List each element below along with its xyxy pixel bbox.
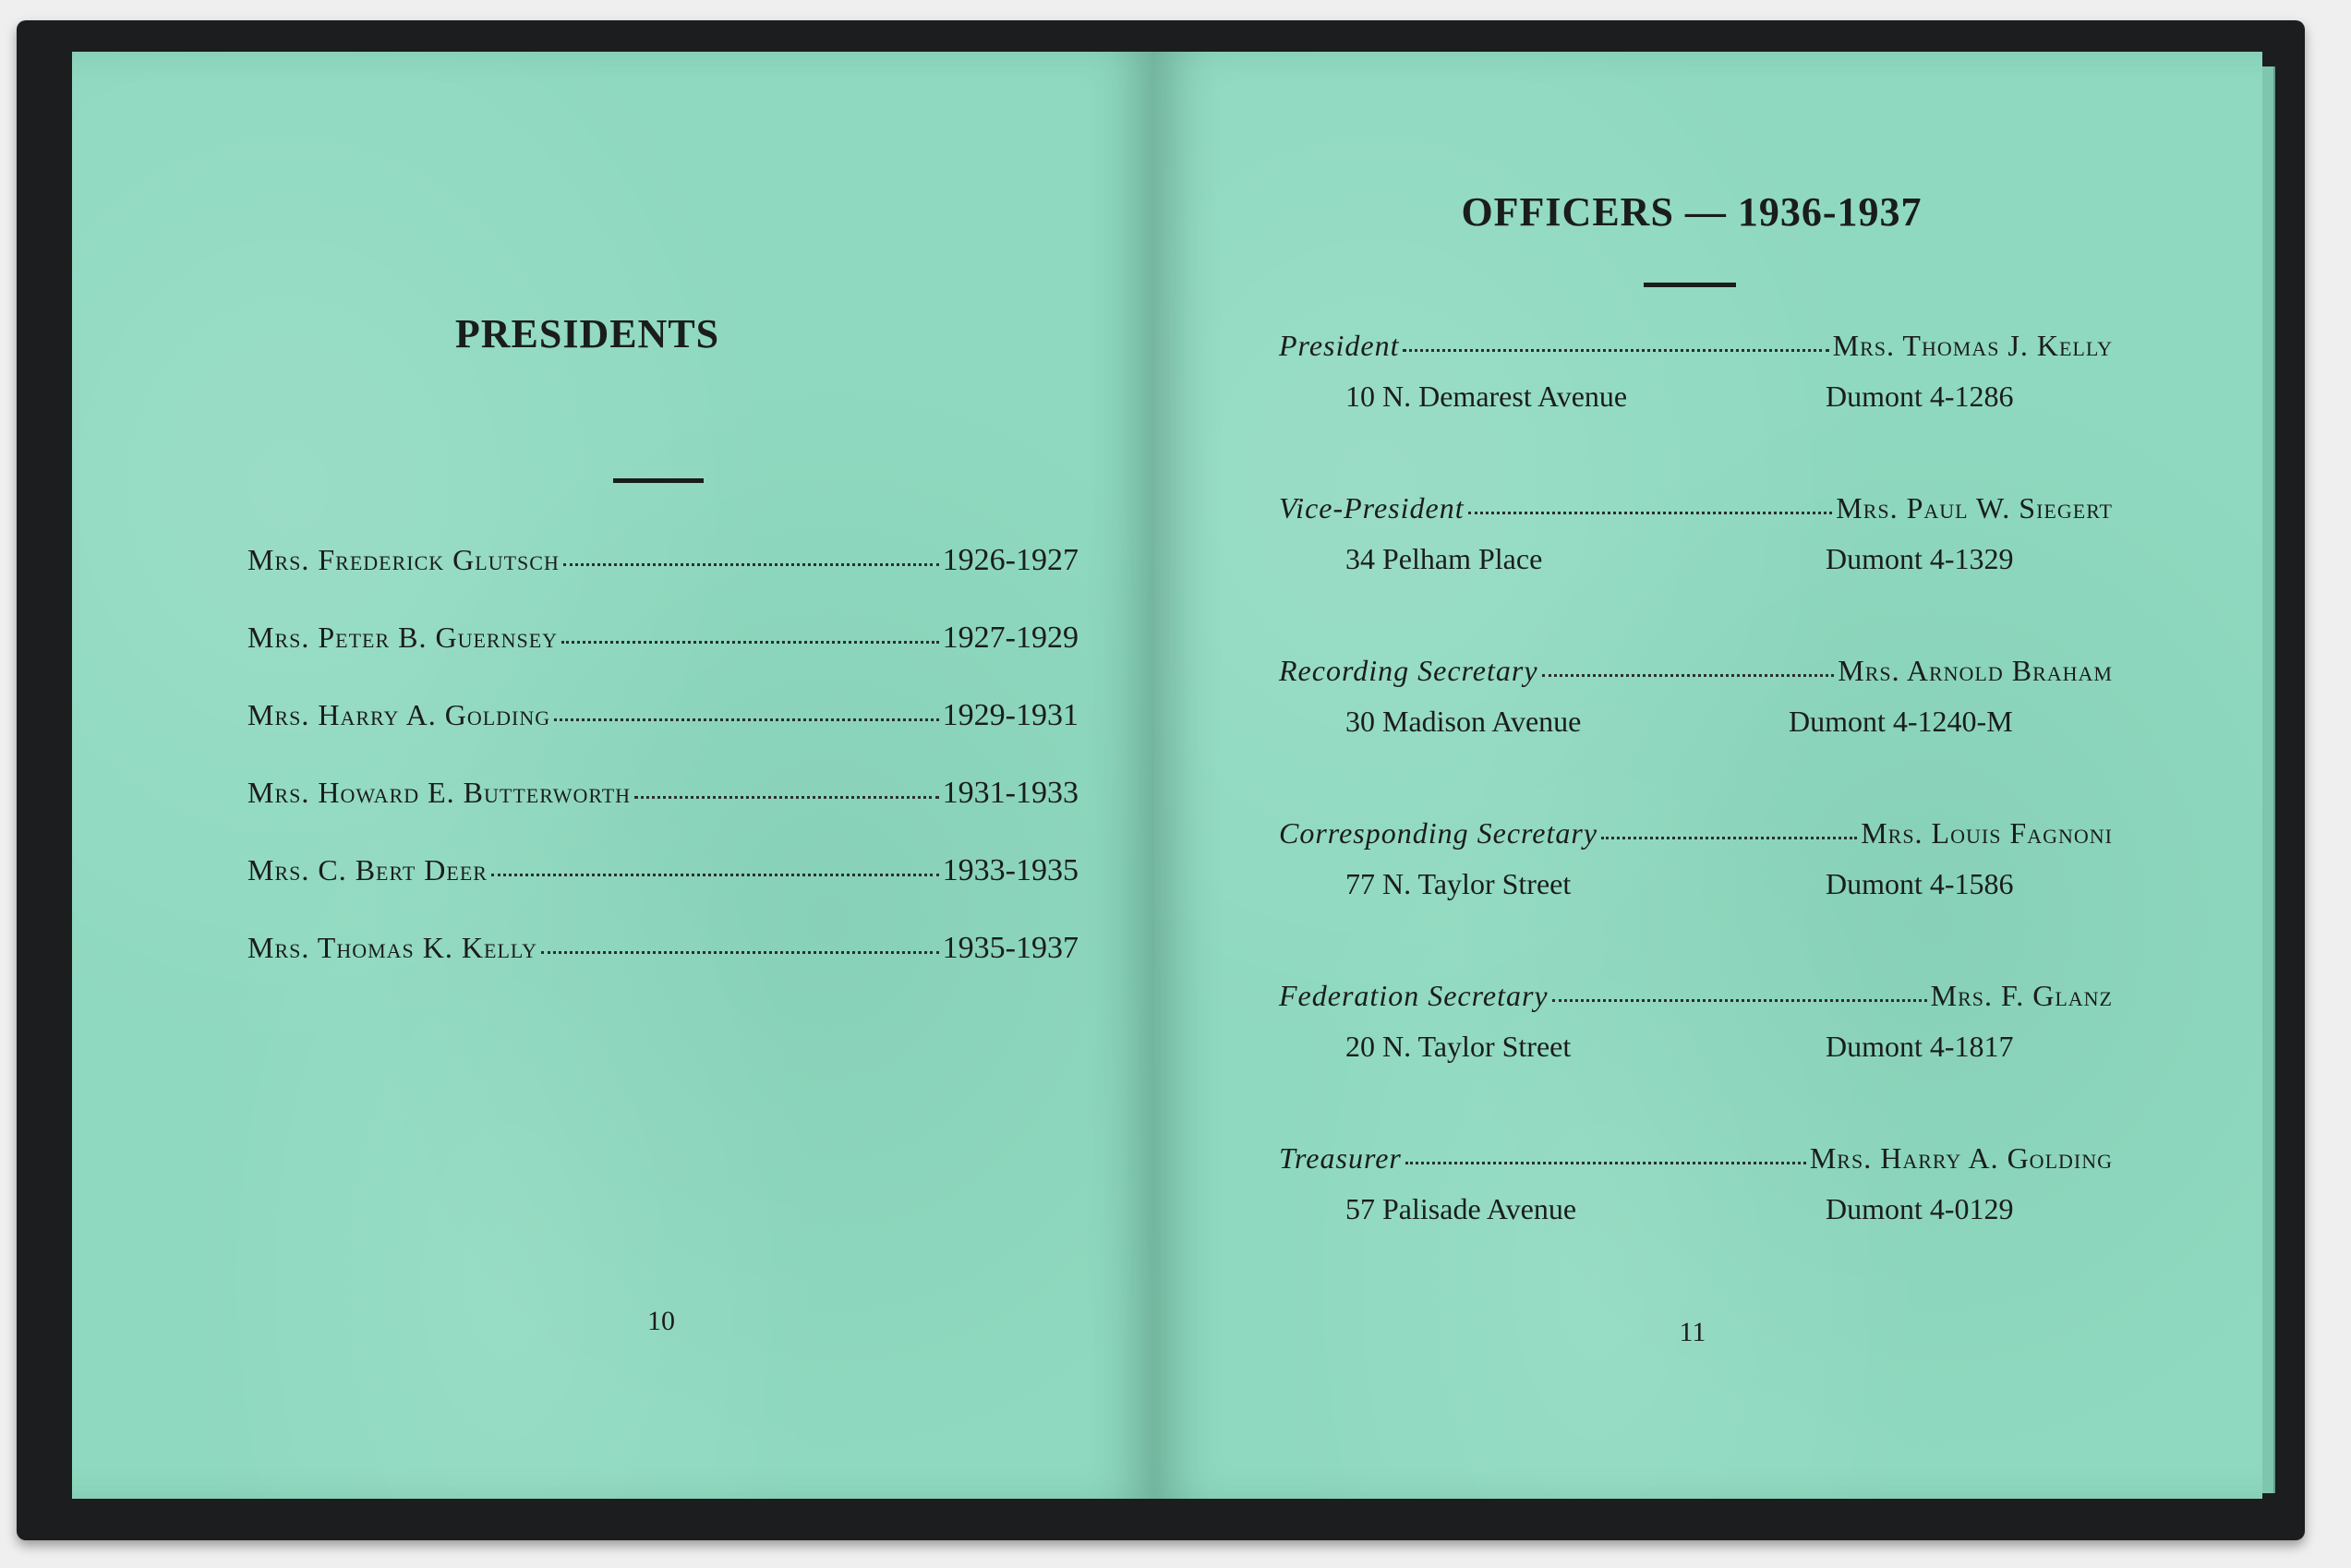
dot-leader bbox=[541, 951, 939, 954]
president-years: 1926-1927 bbox=[942, 543, 1079, 577]
officers-heading-rule bbox=[1644, 283, 1736, 287]
officer-phone: Dumont 4-0129 bbox=[1826, 1192, 2014, 1225]
officer-title: Federation Secretary bbox=[1279, 979, 1549, 1012]
officer-title: Vice-President bbox=[1279, 491, 1465, 525]
officer-entry-treasurer bbox=[1279, 1141, 2113, 1226]
officer-title: Treasurer bbox=[1279, 1141, 1402, 1175]
officer-phone: Dumont 4-1586 bbox=[1826, 867, 2014, 900]
right-page bbox=[1154, 52, 2262, 1499]
officer-phone: Dumont 4-1286 bbox=[1826, 380, 2014, 413]
president-name: Mrs. Howard E. Butterworth bbox=[247, 776, 632, 809]
president-name: Mrs. Thomas K. Kelly bbox=[247, 931, 538, 964]
page-number-right: 11 bbox=[1679, 1317, 1706, 1347]
officer-name: Mrs. F. Glanz bbox=[1930, 979, 2113, 1012]
officer-name: Mrs. Arnold Braham bbox=[1838, 654, 2113, 687]
dot-leader bbox=[554, 718, 939, 721]
officer-entry-recording-secretary bbox=[1279, 654, 2113, 739]
president-name: Mrs. C. Bert Deer bbox=[247, 853, 488, 887]
officer-title: President bbox=[1279, 329, 1400, 362]
officer-name: Mrs. Harry A. Golding bbox=[1809, 1141, 2113, 1175]
officer-address: 10 N. Demarest Avenue bbox=[1345, 380, 1628, 413]
officer-address: 77 N. Taylor Street bbox=[1345, 867, 1572, 900]
officer-entry-president bbox=[1279, 329, 2113, 414]
officer-entry-federation-secretary bbox=[1279, 979, 2113, 1064]
dot-leader bbox=[563, 563, 939, 566]
officer-phone: Dumont 4-1817 bbox=[1826, 1030, 2014, 1063]
officer-name: Mrs. Paul W. Siegert bbox=[1836, 491, 2113, 525]
officer-phone: Dumont 4-1329 bbox=[1826, 542, 2014, 575]
dot-leader bbox=[1542, 674, 1835, 677]
officer-name: Mrs. Thomas J. Kelly bbox=[1832, 329, 2113, 362]
officer-name: Mrs. Louis Fagnoni bbox=[1861, 816, 2113, 850]
president-row bbox=[247, 853, 1079, 931]
president-row bbox=[247, 698, 1079, 776]
page-edge bbox=[2262, 66, 2275, 1493]
president-row bbox=[247, 543, 1079, 621]
presidents-heading-rule bbox=[613, 478, 704, 483]
president-years: 1927-1929 bbox=[942, 621, 1079, 655]
officer-address: 34 Pelham Place bbox=[1345, 542, 1543, 575]
dot-leader bbox=[1552, 999, 1927, 1002]
president-row bbox=[247, 931, 1079, 1008]
dot-leader bbox=[1405, 1162, 1806, 1164]
president-name: Mrs. Harry A. Golding bbox=[247, 698, 551, 731]
president-years: 1931-1933 bbox=[942, 776, 1079, 810]
dot-leader bbox=[1468, 512, 1833, 514]
president-row bbox=[247, 776, 1079, 853]
page-number-left: 10 bbox=[647, 1306, 675, 1336]
dot-leader bbox=[491, 874, 939, 876]
dot-leader bbox=[1403, 349, 1828, 352]
president-name: Mrs. Frederick Glutsch bbox=[247, 543, 560, 576]
officer-phone: Dumont 4-1240-M bbox=[1789, 705, 2013, 738]
presidents-list bbox=[247, 543, 1079, 1008]
president-years: 1933-1935 bbox=[942, 853, 1079, 887]
presidents-heading: PRESIDENTS bbox=[454, 311, 720, 356]
dot-leader bbox=[634, 796, 939, 799]
officer-entry-corresponding-secretary bbox=[1279, 816, 2113, 901]
officer-title: Recording Secretary bbox=[1279, 654, 1538, 687]
officers-heading: OFFICERS — 1936-1937 bbox=[1461, 189, 1923, 235]
president-years: 1935-1937 bbox=[942, 931, 1079, 965]
president-row bbox=[247, 621, 1079, 698]
officer-title: Corresponding Secretary bbox=[1279, 816, 1598, 850]
president-name: Mrs. Peter B. Guernsey bbox=[247, 621, 559, 654]
officer-address: 20 N. Taylor Street bbox=[1345, 1030, 1572, 1063]
officer-entry-vice-president bbox=[1279, 491, 2113, 576]
officer-address: 57 Palisade Avenue bbox=[1345, 1192, 1577, 1225]
dot-leader bbox=[561, 641, 939, 644]
officer-address: 30 Madison Avenue bbox=[1345, 705, 1582, 738]
president-years: 1929-1931 bbox=[942, 698, 1079, 732]
dot-leader bbox=[1601, 837, 1857, 839]
